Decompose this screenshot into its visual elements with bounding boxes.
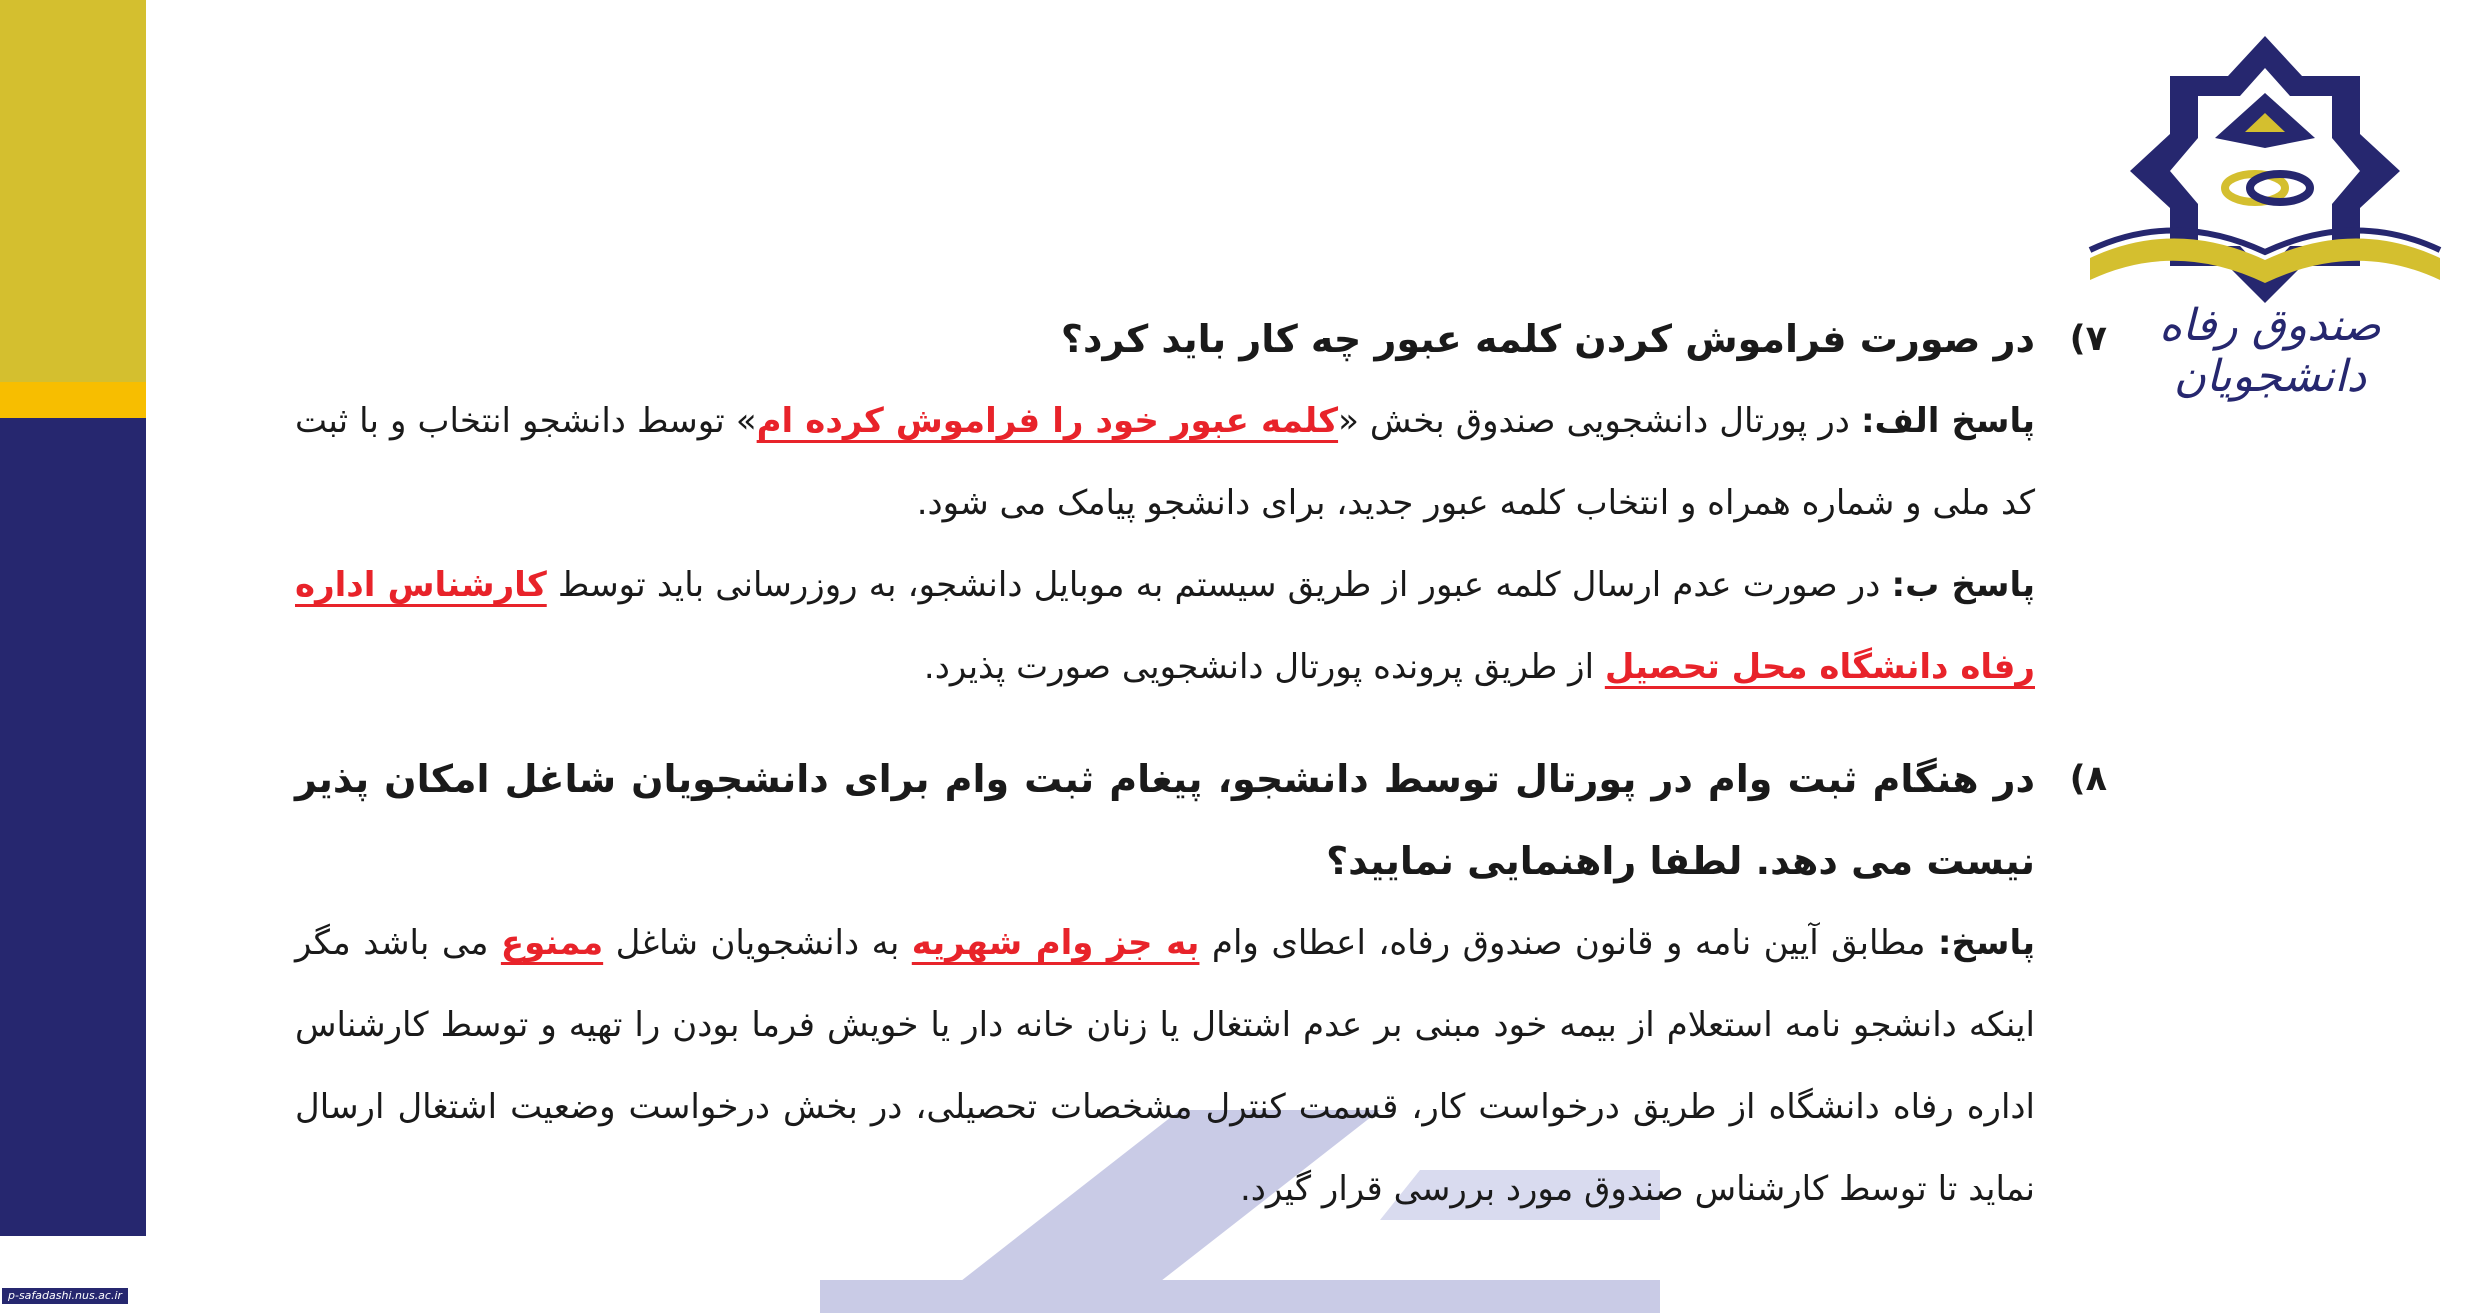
answer-be — [295, 544, 2035, 708]
footer-source-tag: p-safadashi.nus.ac.ir — [2, 1288, 128, 1304]
answer-label: پاسخ: — [1937, 923, 2035, 963]
sidebar-navy-block — [0, 418, 146, 1236]
answer-label: پاسخ الف: — [1860, 401, 2036, 441]
answer-text: در پورتال دانشجویی صندوق بخش « — [1338, 401, 1861, 441]
answer-highlight: کلمه عبور خود را فراموش کرده ام — [756, 401, 1339, 441]
answer-alef — [295, 380, 2035, 544]
sidebar-accent-band — [0, 382, 146, 418]
question-number: ۷) — [2069, 319, 2107, 359]
question-text: در صورت فراموش کردن کلمه عبور چه کار باید کرد؟ — [1060, 317, 2035, 361]
answer-label: پاسخ ب: — [1891, 565, 2035, 605]
logo-caption: صندوق رفاه دانشجویان — [2159, 300, 2381, 402]
answer-text: از طریق پرونده پورتال دانشجویی صورت پذیرد. — [923, 647, 1605, 687]
faq-content — [295, 298, 2107, 1230]
question-8 — [295, 738, 2107, 902]
answer-text: مطابق آیین نامه و قانون صندوق رفاه، اعطای وام — [1199, 923, 1938, 963]
answer-text: در صورت عدم ارسال کلمه عبور از طریق سیستم به موبایل دانشجو، به روزرسانی باید توسط — [546, 565, 1892, 605]
answer — [295, 902, 2035, 1230]
fund-logo-icon — [2080, 28, 2450, 308]
answer-text: » توسط دانشجو انتخاب و با ثبت کد ملی و شماره همراه و انتخاب کلمه عبور جدید، برای دانشجو پیامک می شود. — [295, 401, 2035, 523]
answer-highlight: به جز وام شهریه — [911, 923, 1200, 963]
question-text: در هنگام ثبت وام در پورتال توسط دانشجو، پیغام ثبت وام برای دانشجویان شاغل امکان پذیر نیست می دهد. لطفا راهنمایی نمایید؟ — [295, 757, 2035, 883]
answer-highlight: ممنوع — [500, 923, 604, 963]
answer-text: به دانشجویان شاغل — [603, 923, 912, 963]
sidebar-gold-block — [0, 0, 146, 382]
question-number: ۸) — [2069, 759, 2107, 799]
question-7 — [295, 298, 2107, 380]
answer-highlight: کارشناس اداره رفاه دانشگاه محل تحصیل — [295, 565, 2035, 687]
answer-text: می باشد مگر اینکه دانشجو نامه استعلام از بیمه خود مبنی بر عدم اشتغال یا زنان خانه دار یا خویش فرما بودن را تهیه و توسط کارشناس اداره رفاه دانشگاه از طریق درخواست کار، قسمت کنترل مشخصات تحصیلی، در بخش درخواست وضعیت اشتغال ارسال نماید تا توسط کارشناس صندوق مورد بررسی قرار گیرد. — [295, 923, 2035, 1209]
